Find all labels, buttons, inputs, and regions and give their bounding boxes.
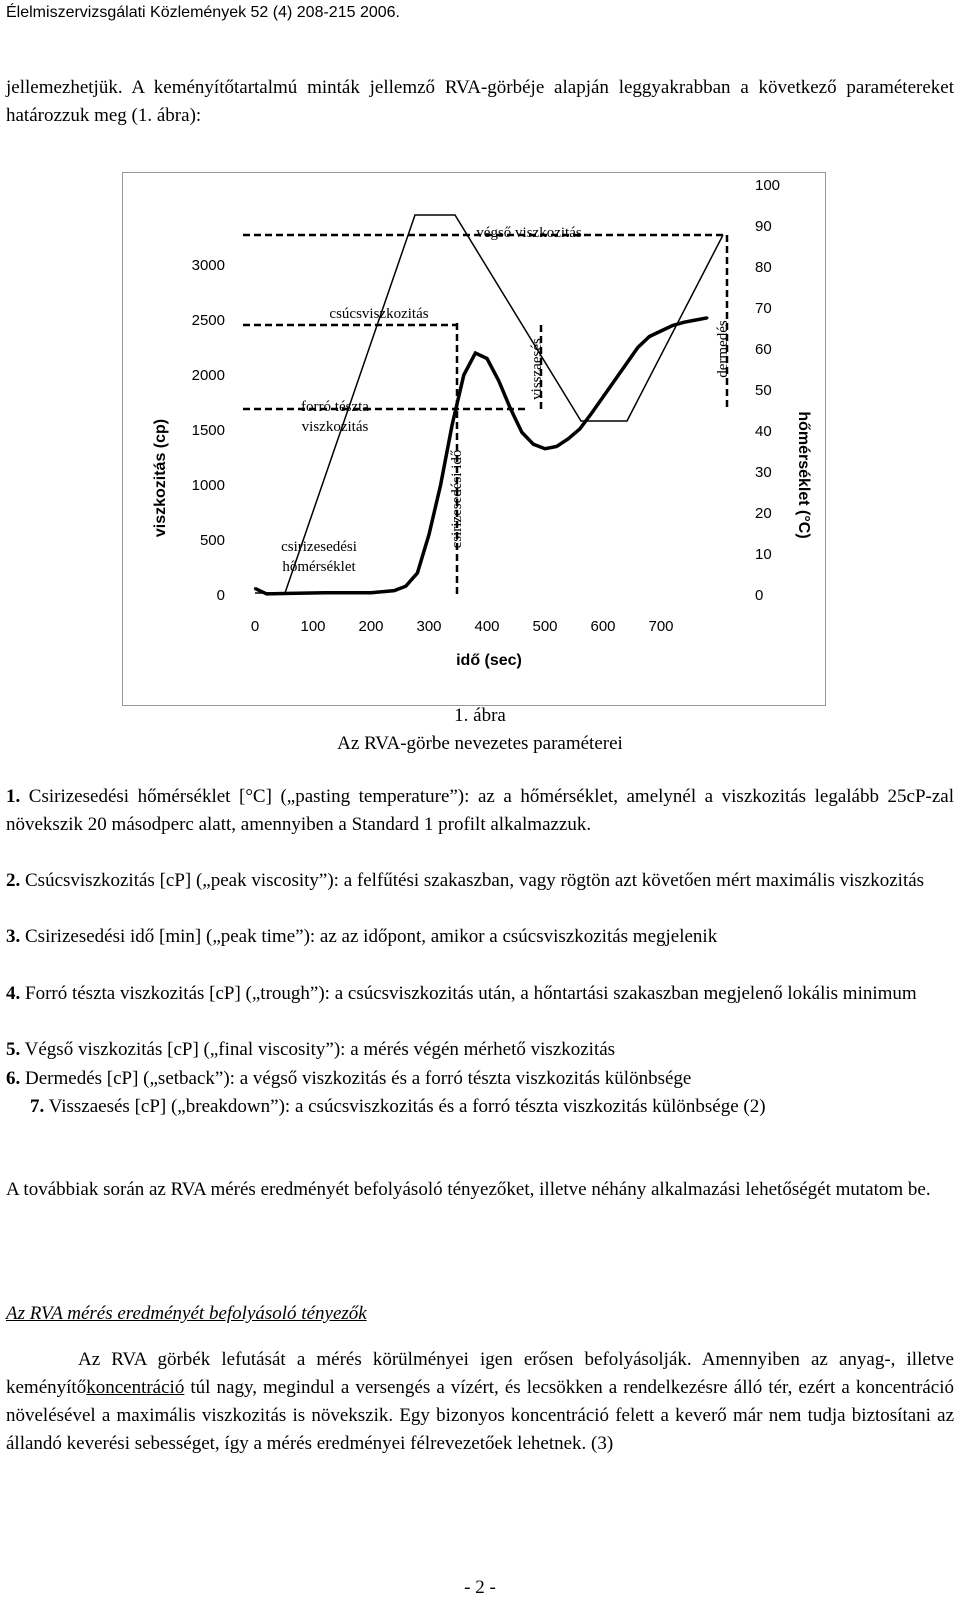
section-paragraph-part2: túl nagy, megindul a versengés a vízért, és lecsökken a rendelkezésre álló tér, ezért a koncentráció növelésével a maximális viszkozitás is növekszik. Egy bizonyos koncentráció felett a keverő már nem tudja biztosítani az állandó keverési sebességet, így a mérés eredményei félrevezetőek lehetnek. (3) xyxy=(6,1377,954,1454)
section-paragraph xyxy=(6,1346,954,1458)
y-tick-label: 1000 xyxy=(191,477,225,494)
y2-tick-label: 50 xyxy=(755,382,772,399)
viscosity-point xyxy=(683,321,685,323)
y2-tick-label: 90 xyxy=(755,218,772,235)
viscosity-point xyxy=(405,585,407,587)
y2-tick-label: 70 xyxy=(755,300,772,317)
viscosity-point xyxy=(497,379,499,381)
x-tick-label: 0 xyxy=(250,618,260,635)
annotation-peak-time: csirizesedési idő xyxy=(449,449,465,549)
viscosity-point xyxy=(254,587,256,589)
annotation-breakdown: visszaesés xyxy=(529,338,545,400)
viscosity-point xyxy=(439,484,441,486)
viscosity-point xyxy=(590,412,592,414)
viscosity-point xyxy=(416,572,418,574)
viscosity-point xyxy=(265,593,267,595)
viscosity-point xyxy=(463,374,465,376)
y-tick-label: 0 xyxy=(216,587,225,604)
viscosity-point xyxy=(509,407,511,409)
parameter-item xyxy=(6,980,954,1008)
parameter-item xyxy=(6,783,954,839)
follow-paragraph: A továbbiak során az RVA mérés eredményét befolyásoló tényezőket, illetve néhány alkalmazási lehetőségét mutatom be. xyxy=(6,1179,931,1200)
viscosity-point xyxy=(579,428,581,430)
section-title: Az RVA mérés eredményét befolyásoló tényezők xyxy=(6,1303,367,1324)
y2-tick-label: 80 xyxy=(755,259,772,276)
figure-title: Az RVA-görbe nevezetes paraméterei xyxy=(337,733,623,754)
x-axis-ticks xyxy=(251,618,674,635)
viscosity-point xyxy=(567,438,569,440)
viscosity-point xyxy=(637,346,639,348)
y2-tick-label: 100 xyxy=(755,177,781,194)
annotation-peak-viscosity: csúcsviszkozitás xyxy=(329,306,429,322)
viscosity-point xyxy=(706,317,708,319)
annotation-pasting-temp-1: csirizesedési xyxy=(281,539,357,555)
y-tick-label: 3000 xyxy=(191,257,225,274)
journal-header: Élelmiszervizsgálati Közlemények 52 (4) 208-215 2006. xyxy=(6,4,400,21)
viscosity-point xyxy=(393,589,395,591)
y-tick-label: 2500 xyxy=(191,312,225,329)
parameter-item xyxy=(6,1036,954,1064)
annotation-final-viscosity: végső viszkozitás xyxy=(476,225,582,241)
parameter-number: 5. xyxy=(6,1039,21,1060)
y2-tick-label: 0 xyxy=(755,587,764,604)
viscosity-point xyxy=(532,443,534,445)
parameter-number: 3. xyxy=(6,926,21,947)
figure-number: 1. ábra xyxy=(454,705,506,726)
viscosity-point xyxy=(323,592,325,594)
viscosity-point xyxy=(625,363,627,365)
y-tick-label: 2000 xyxy=(191,367,225,384)
viscosity-point xyxy=(671,324,673,326)
viscosity-point xyxy=(613,379,615,381)
viscosity-point xyxy=(486,357,488,359)
parameter-number: 1. xyxy=(6,786,21,807)
viscosity-point xyxy=(289,592,291,594)
parameter-item xyxy=(6,1093,954,1121)
viscosity-point xyxy=(521,431,523,433)
viscosity-point xyxy=(451,423,453,425)
x-tick-label: 100 xyxy=(300,618,326,635)
viscosity-point xyxy=(555,445,557,447)
x-tick-label: 700 xyxy=(648,618,674,635)
concentration-link[interactable]: koncentráció xyxy=(86,1377,185,1398)
parameter-text: Csirizesedési idő [min] („peak time”): az az időpont, amikor a csúcsviszkozitás megjelenik xyxy=(20,926,718,947)
viscosity-point xyxy=(428,533,430,535)
x-tick-label: 600 xyxy=(590,618,616,635)
y-tick-label: 500 xyxy=(199,532,225,549)
parameter-text: Dermedés [cP] („setback”): a végső viszkozitás és a forró tészta viszkozitás különbsége xyxy=(20,1068,692,1089)
parameter-item xyxy=(6,923,954,951)
y2-tick-label: 40 xyxy=(755,423,772,440)
parameter-text: Forró tészta viszkozitás [cP] („trough”): a csúcsviszkozitás után, a hőntartási szakaszban megjelenő lokális minimum xyxy=(20,983,917,1004)
y2-tick-label: 10 xyxy=(755,546,772,563)
x-tick-label: 200 xyxy=(358,618,384,635)
parameter-text: Csúcsviszkozitás [cP] („peak viscosity”): a felfűtési szakaszban, vagy rögtön azt követően mért maximális viszkozitás xyxy=(20,870,925,891)
viscosity-point xyxy=(544,448,546,450)
parameter-item xyxy=(6,867,954,895)
y-axis-ticks xyxy=(192,257,225,604)
parameter-number: 7. xyxy=(30,1096,45,1117)
parameter-number: 6. xyxy=(6,1068,21,1089)
y2-axis-label: hőmérséklet (°C) xyxy=(795,411,812,539)
parameter-text: Csirizesedési hőmérséklet [°C] („pasting temperature”): az a hőmérséklet, amelynél a viszkozitás legalább 25cP-zal növekszik 20 másodperc alatt, amennyiben a Standard 1 profilt alkalmazzuk. xyxy=(6,786,954,835)
parameter-number: 2. xyxy=(6,870,21,891)
viscosity-point xyxy=(660,330,662,332)
y2-tick-label: 20 xyxy=(755,505,772,522)
page-number: - 2 - xyxy=(464,1577,496,1598)
y2-tick-label: 30 xyxy=(755,464,772,481)
y-axis-label: viszkozitás (cp) xyxy=(152,418,169,538)
annotation-pasting-temp-2: hőmérséklet xyxy=(282,559,356,575)
rva-chart xyxy=(123,173,827,707)
parameter-text: Végső viszkozitás [cP] („final viscosity”): a mérés végén mérhető viszkozitás xyxy=(20,1039,616,1060)
viscosity-point xyxy=(474,352,476,354)
annotation-trough-1: forró tészta xyxy=(301,399,369,415)
y-tick-label: 1500 xyxy=(191,422,225,439)
x-axis-label: idő (sec) xyxy=(456,652,522,669)
viscosity-point xyxy=(648,335,650,337)
viscosity-point xyxy=(695,319,697,321)
viscosity-point xyxy=(352,592,354,594)
y2-axis-ticks xyxy=(755,177,780,604)
viscosity-point xyxy=(602,396,604,398)
x-tick-label: 500 xyxy=(532,618,558,635)
parameter-text: Visszaesés [cP] („breakdown”): a csúcsviszkozitás és a forró tészta viszkozitás különbsége (2) xyxy=(44,1096,766,1117)
viscosity-point xyxy=(370,592,372,594)
figure-frame xyxy=(122,172,826,706)
annotation-setback: dermedés xyxy=(715,320,731,378)
annotation-trough-2: viszkozitás xyxy=(301,419,369,435)
parameter-number: 4. xyxy=(6,983,21,1004)
parameter-item xyxy=(6,1065,954,1093)
x-tick-label: 300 xyxy=(416,618,442,635)
x-tick-label: 400 xyxy=(474,618,500,635)
section-paragraph-part1: Az RVA görbék lefutását a mérés körülményei igen erősen befolyásolják. Amennyiben az anyag-, illetve keményítő xyxy=(6,1349,954,1398)
y2-tick-label: 60 xyxy=(755,341,772,358)
intro-paragraph: jellemezhetjük. A keményítőtartalmú minták jellemző RVA-görbéje alapján leggyakrabban a következő paramétereket határozzuk meg (1. ábra): xyxy=(6,77,954,126)
